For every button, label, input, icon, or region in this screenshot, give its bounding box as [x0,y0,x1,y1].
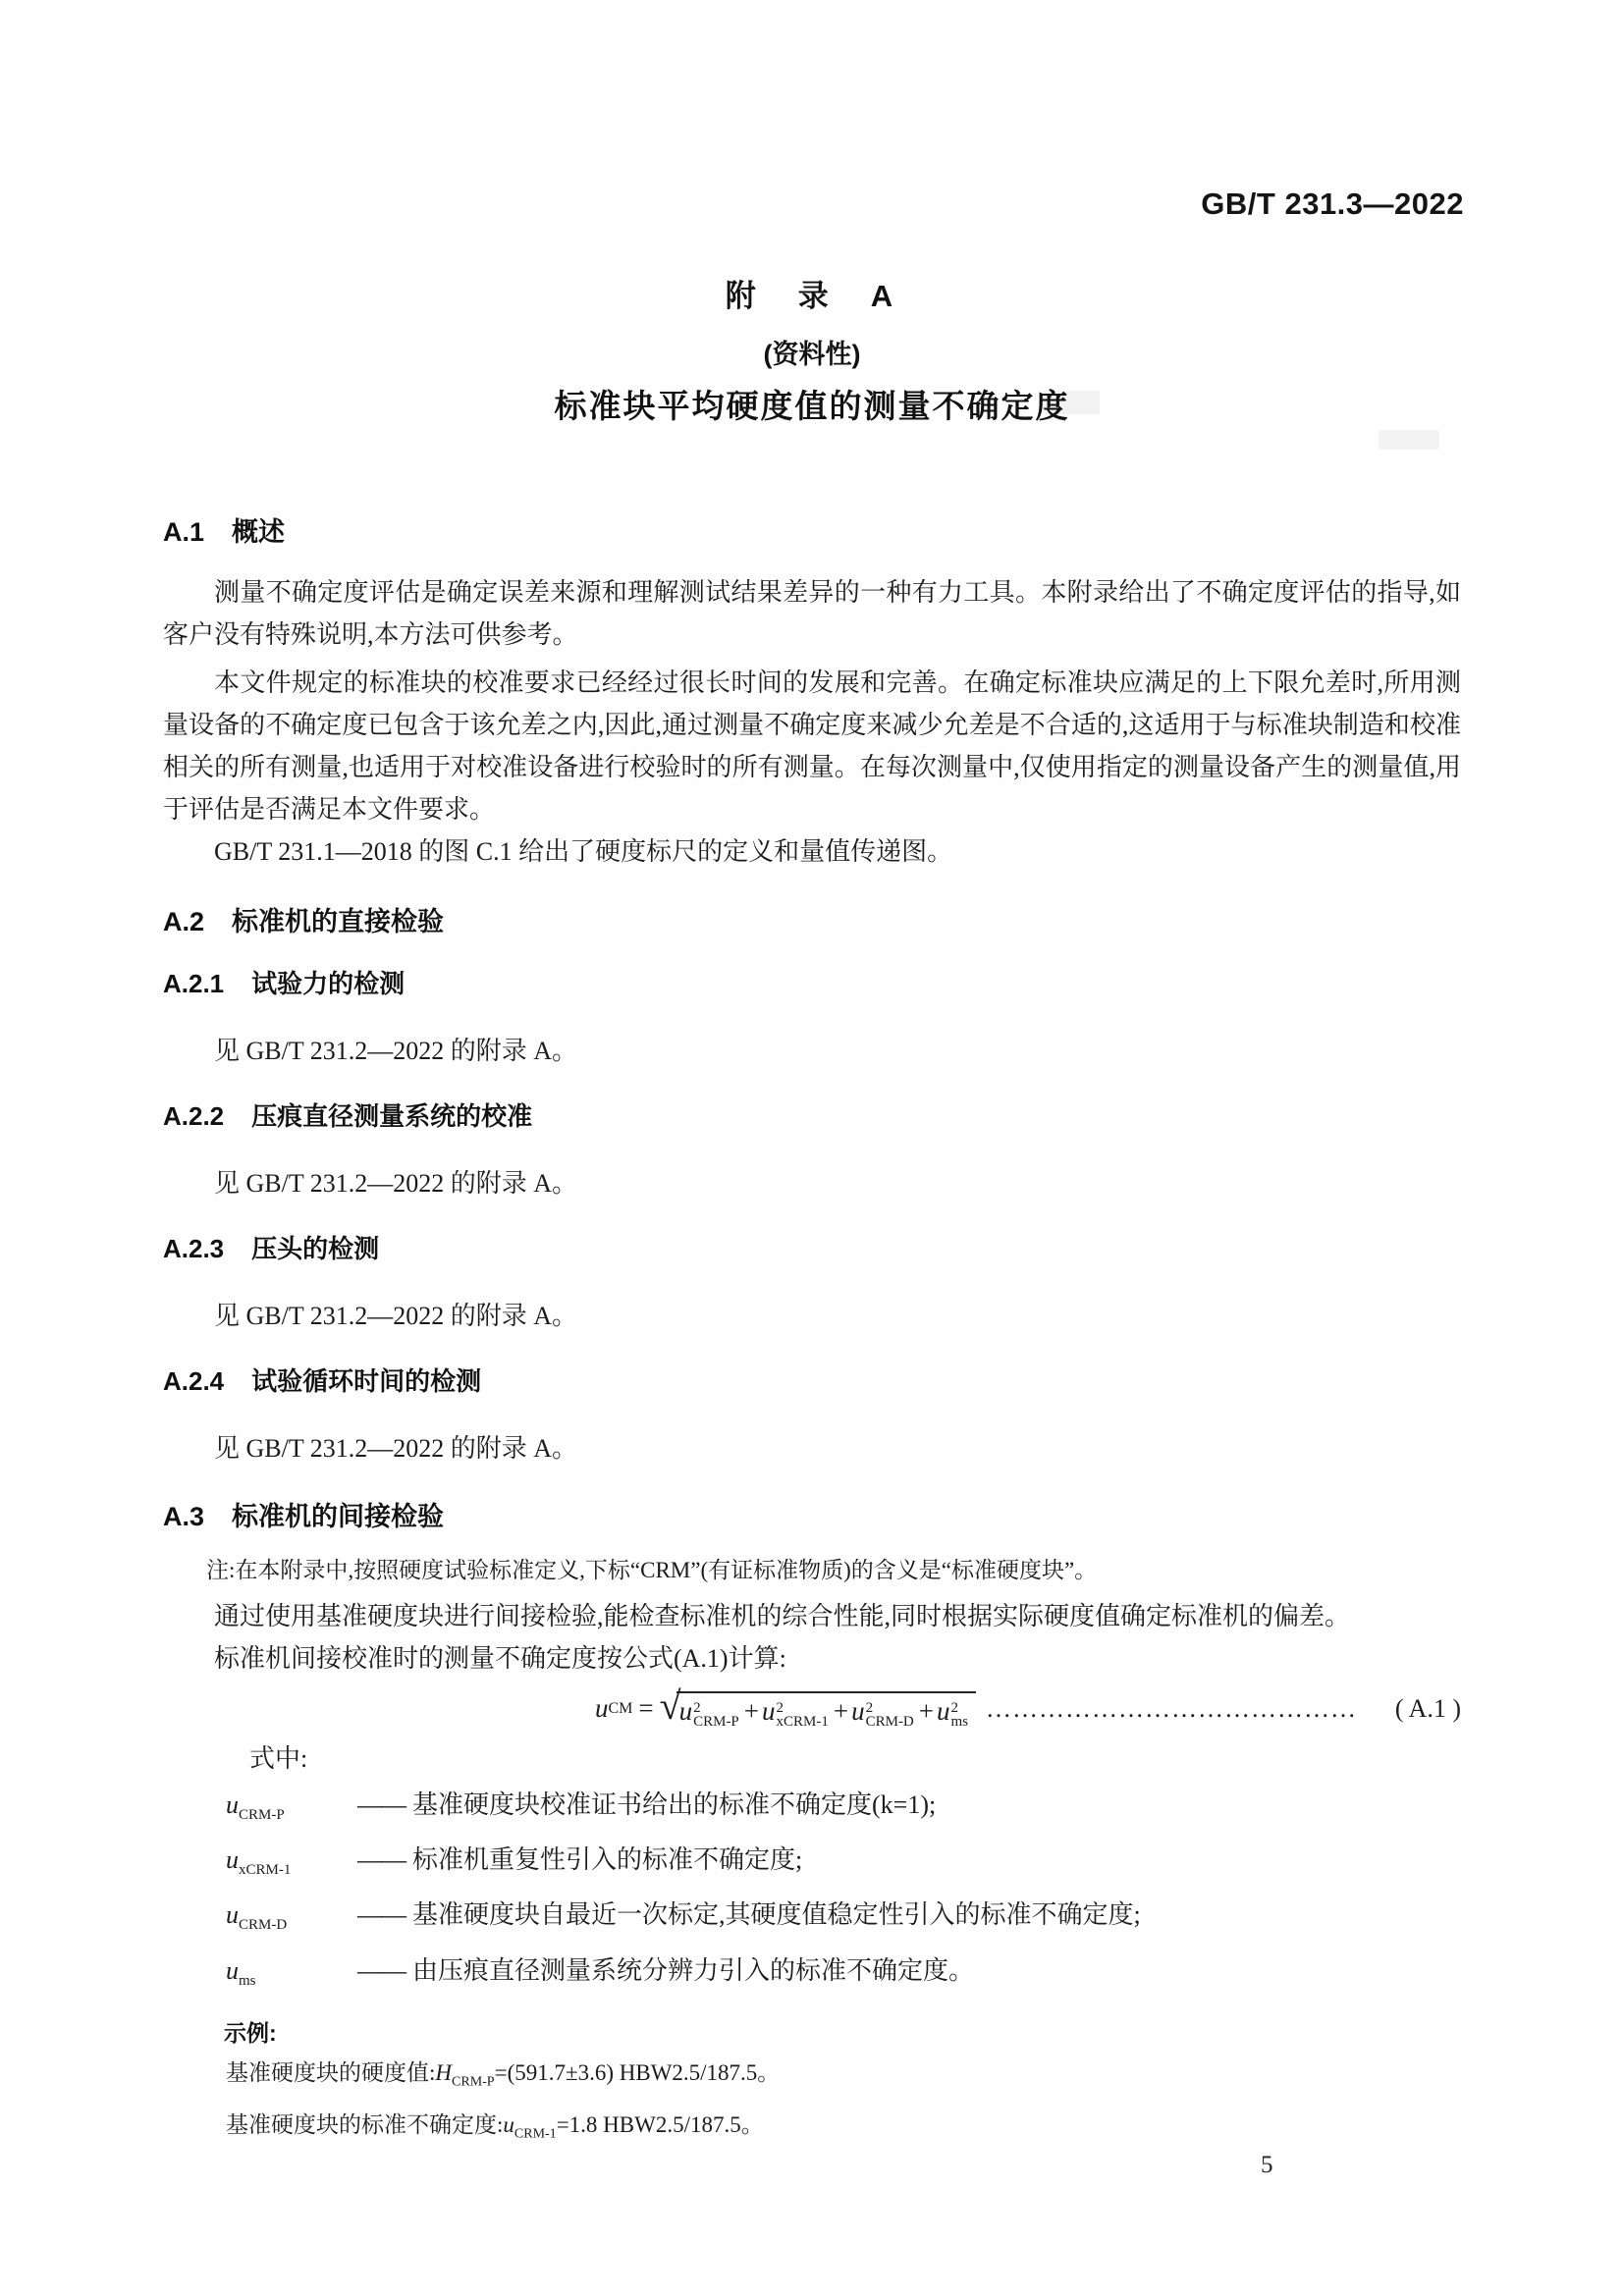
formula-term [762,1695,831,1730]
plus-sign: + [743,1695,760,1726]
section-title: 试验循环时间的检测 [251,1366,482,1396]
formula-term [678,1695,741,1730]
term-base: u [226,1845,239,1875]
section-number: A.2.1 [163,969,225,998]
example-value: =1.8 HBW2.5/187.5。 [556,2112,764,2138]
section-heading-a3 [163,1499,1461,1534]
definition-text: 由压痕直径测量系统分辨力引入的标准不确定度。 [412,1955,975,1985]
subsection-heading-a24 [163,1364,1461,1398]
formula-lhs: u [595,1693,609,1723]
subsection-heading-a21 [163,967,1461,1000]
term-sub: CRM-P [693,1714,739,1730]
subsection-heading-a23 [163,1232,1461,1265]
appendix-subject: 标准块平均硬度值的测量不确定度 [554,388,1070,424]
term-base: u [226,1900,239,1930]
definition-text: 基准硬度块校准证书给出的标准不确定度(k=1); [412,1790,937,1819]
definition-text: 标准机重复性引入的标准不确定度; [412,1845,803,1875]
paragraph: GB/T 231.1—2018 的图 C.1 给出了硬度标尺的定义和量值传递图。 [214,837,953,866]
definition-dash: —— [357,1955,405,1985]
term-base: u [762,1695,776,1726]
plus-sign: + [833,1695,849,1726]
paragraph: 见 GB/T 231.2—2022 的附录 A。 [214,1169,578,1198]
note: 注:在本附录中,按照硬度试验标准定义,下标“CRM”(有证标准物质)的含义是“标准硬度块”。 [206,1558,1098,1582]
section-title: 标准机的间接检验 [232,1502,445,1531]
term-base: u [678,1695,693,1726]
formula-term [937,1695,970,1730]
subsection-heading-a22 [163,1099,1461,1133]
section-title: 概述 [232,517,286,547]
example-symbol-sub: CRM-P [452,2074,495,2090]
term-sub: CRM-D [239,1917,288,1934]
definition-dash: —— [357,1845,405,1875]
term-sup: 2 [776,1700,784,1716]
term-base: u [937,1695,950,1726]
formula-label: ( A.1 ) [1394,1693,1461,1723]
definition-term [226,1838,357,1893]
section-heading-a1 [163,514,1461,550]
standard-number: GB/T 231.3—2022 [1201,187,1464,221]
paragraph: 测量不确定度评估是确定误差来源和理解测试结果差异的一种有力工具。本附录给出了不确定度评估的指导,如客户没有特殊说明,本方法可供参考。 [163,578,1461,649]
definition-list [226,1783,1461,2003]
section-title: 压头的检测 [251,1234,380,1263]
section-number: A.3 [163,1502,205,1531]
section-number: A.1 [163,517,205,547]
dot-leader: …………………………………… [986,1693,1358,1723]
term-sup: 2 [865,1700,874,1716]
page-number: 5 [1261,2152,1273,2178]
example-label: 示例: [224,2019,277,2046]
term-sub: ms [239,1972,256,1989]
definition-row [226,1838,1461,1893]
document-content [163,279,1461,2156]
definition-row [226,1949,1461,2003]
plus-sign: + [918,1695,935,1726]
paragraph: 通过使用基准硬度块进行间接检验,能检查标准机的综合性能,同时根据实际硬度值确定标准机的偏差。 [214,1602,1351,1630]
term-sup: 2 [693,1700,701,1716]
term-sub: CRM-P [239,1807,285,1824]
example-prefix: 基准硬度块的硬度值: [226,2059,436,2085]
paragraph: 见 GB/T 231.2—2022 的附录 A。 [214,1037,578,1065]
definition-text: 基准硬度块自最近一次标定,其硬度值稳定性引入的标准不确定度; [412,1900,1141,1930]
paragraph: 见 GB/T 231.2—2022 的附录 A。 [214,1302,578,1330]
radical-sign: √ [659,1683,681,1728]
appendix-type: (资料性) [763,340,861,369]
example-value: =(591.7±3.6) HBW2.5/187.5。 [494,2059,781,2085]
definition-row [226,1783,1461,1838]
definition-dash: —— [357,1790,405,1819]
definition-row [226,1893,1461,1948]
appendix-title: 附 录 A [725,279,899,313]
term-base: u [226,1955,239,1985]
section-number: A.2.4 [163,1366,225,1396]
example-symbol-sub: CRM-1 [514,2126,557,2142]
term-sup: 2 [950,1700,959,1716]
example-symbol: H [435,2059,453,2085]
term-base: u [226,1790,239,1819]
definition-dash: —— [357,1900,405,1930]
paragraph: 本文件规定的标准块的校准要求已经经过很长时间的发展和完善。在确定标准块应满足的上下限允差时,所用测量设备的不确定度已包含于该允差之内,因此,通过测量不确定度来减少允差是不合适的,这适用于与标准块制造和校准相关的所有测量,也适用于对校准设备进行校验时的所有测量。在每次测量中,仅使用指定的测量设备产生的测量值,用于评估是否满足本文件要求。 [163,668,1461,824]
example-prefix: 基准硬度块的标准不确定度: [226,2112,504,2138]
definition-term [226,1893,357,1948]
example-line [226,2105,1461,2156]
formula-term [851,1695,916,1730]
section-title: 压痕直径测量系统的校准 [251,1101,533,1131]
term-base: u [851,1695,865,1726]
paragraph: 标准机间接校准时的测量不确定度按公式(A.1)计算: [214,1644,786,1673]
section-title: 标准机的直接检验 [232,907,445,936]
paragraph: 见 GB/T 231.2—2022 的附录 A。 [214,1434,578,1463]
section-number: A.2.2 [163,1101,225,1131]
definition-term [226,1949,357,2003]
section-number: A.2 [163,907,205,936]
formula-a1 [163,1685,1461,1732]
example-line [226,2053,1461,2104]
section-title: 试验力的检测 [251,969,406,998]
term-sub: ms [950,1714,969,1730]
formula-expression [595,1685,976,1732]
radicand [676,1691,976,1730]
example-symbol: u [503,2112,514,2138]
term-sub: xCRM-1 [239,1862,292,1879]
formula-lhs-sub: CM [608,1699,633,1717]
section-heading-a2 [163,904,1461,939]
term-sub: xCRM-1 [776,1714,829,1730]
term-sub: CRM-D [865,1714,914,1730]
where-label: 式中: [249,1744,308,1773]
equals-sign: = [638,1693,654,1723]
definition-term [226,1783,357,1838]
section-number: A.2.3 [163,1234,225,1263]
